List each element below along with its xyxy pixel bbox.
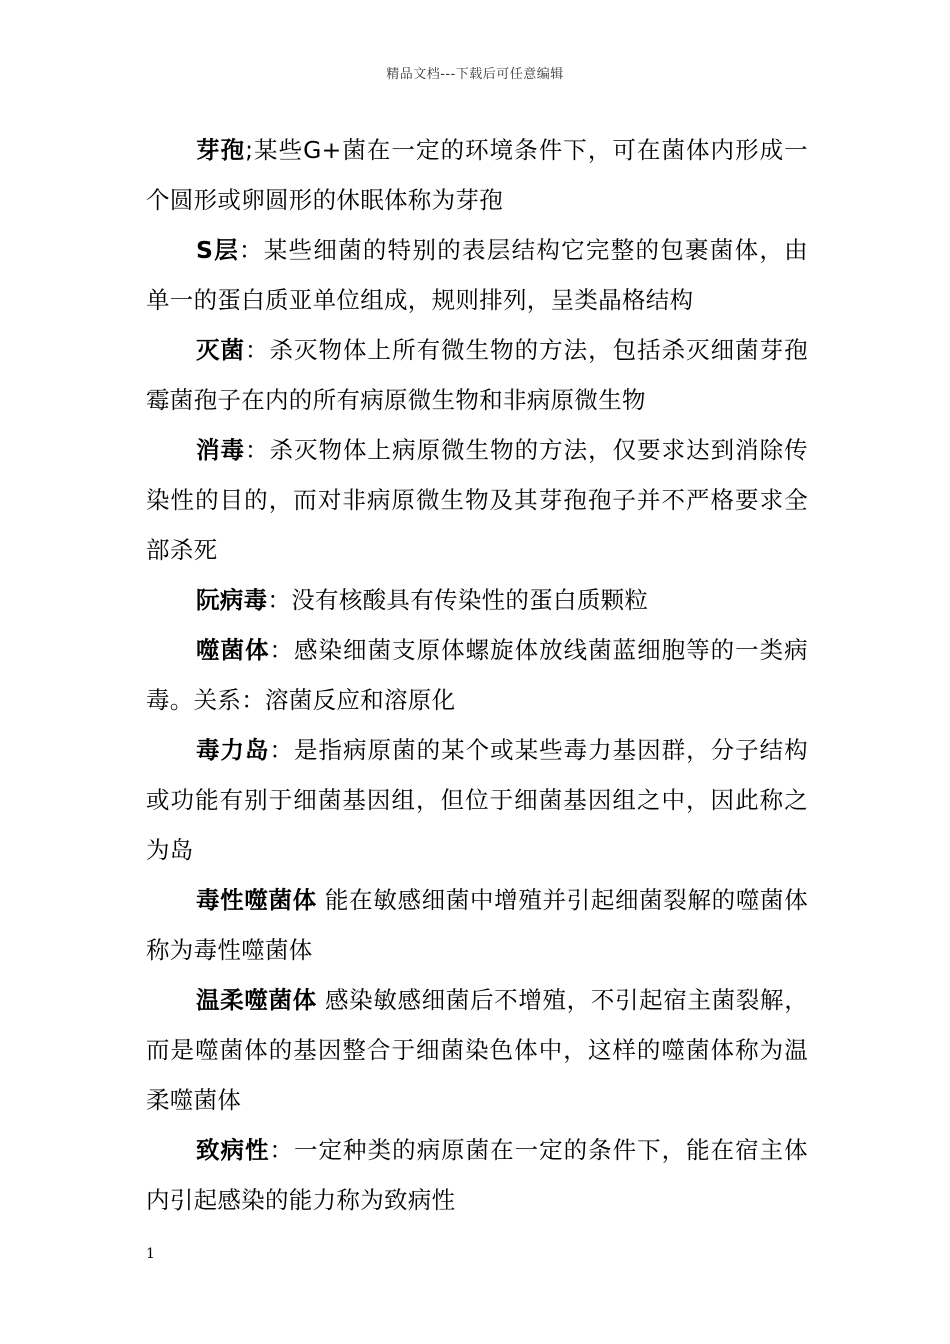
entry-separator: ： [245, 436, 270, 464]
document-body [146, 125, 808, 1225]
entry-definition: 没有核酸具有传染性的蛋白质颗粒 [291, 586, 649, 614]
entry-definition: 某些细菌的特别的表层结构它完整的包裹菌体，由单一的蛋白质亚单位组成，规则排列，呈类晶格结构 [146, 236, 808, 314]
entry-separator: ; [245, 136, 254, 164]
entry-definition: 能在敏感细菌中增殖并引起细菌裂解的噬菌体称为毒性噬菌体 [146, 886, 808, 964]
entry-term: S层 [196, 236, 239, 264]
entry-definition: 杀灭物体上所有微生物的方法，包括杀灭细菌芽孢霉菌孢子在内的所有病原微生物和非病原微生物 [146, 336, 808, 414]
page-number: 1 [146, 1246, 155, 1262]
definition-entry [146, 125, 808, 225]
entry-term: 毒性噬菌体 [196, 886, 317, 914]
entry-term: 温柔噬菌体 [196, 986, 317, 1014]
entry-separator: ： [239, 236, 264, 264]
entry-separator: ： [269, 1136, 295, 1164]
entry-term: 毒力岛 [196, 736, 270, 764]
entry-separator: ： [267, 586, 292, 614]
entry-term: 芽孢 [196, 136, 246, 164]
entry-definition: 一定种类的病原菌在一定的条件下，能在宿主体内引起感染的能力称为致病性 [146, 1136, 808, 1214]
entry-separator: ： [245, 336, 270, 364]
definition-entry [146, 625, 808, 725]
definition-entry [146, 325, 808, 425]
entry-separator: ： [269, 736, 295, 764]
entry-term: 灭菌 [196, 336, 246, 364]
entry-definition: 某些G+菌在一定的环境条件下，可在菌体内形成一个圆形或卵圆形的休眠体称为芽孢 [146, 136, 808, 214]
entry-definition: 是指病原菌的某个或某些毒力基因群，分子结构或功能有别于细菌基因组，但位于细菌基因组之中，因此称之为岛 [146, 736, 808, 864]
entry-definition: 感染细菌支原体螺旋体放线菌蓝细胞等的一类病毒。关系：溶菌反应和溶原化 [146, 636, 808, 714]
entry-term: 噬菌体 [196, 636, 270, 664]
entry-term: 阮病毒 [196, 586, 268, 614]
page-header: 精品文档---下载后可任意编辑 [386, 67, 564, 82]
definition-entry [146, 725, 808, 875]
entry-separator [317, 986, 325, 1014]
definition-entry [146, 425, 808, 575]
definition-entry [146, 575, 808, 625]
entry-term: 消毒 [196, 436, 246, 464]
definition-entry [146, 1125, 808, 1225]
entry-separator: ： [269, 636, 295, 664]
entry-definition: 杀灭物体上病原微生物的方法，仅要求达到消除传染性的目的，而对非病原微生物及其芽孢孢子并不严格要求全部杀死 [146, 436, 808, 564]
definition-entry [146, 225, 808, 325]
entry-definition: 感染敏感细菌后不增殖，不引起宿主菌裂解，而是噬菌体的基因整合于细菌染色体中，这样的噬菌体称为温柔噬菌体 [146, 986, 808, 1114]
entry-separator [317, 886, 325, 914]
definition-entry [146, 975, 808, 1125]
entry-term: 致病性 [196, 1136, 270, 1164]
definition-entry [146, 875, 808, 975]
